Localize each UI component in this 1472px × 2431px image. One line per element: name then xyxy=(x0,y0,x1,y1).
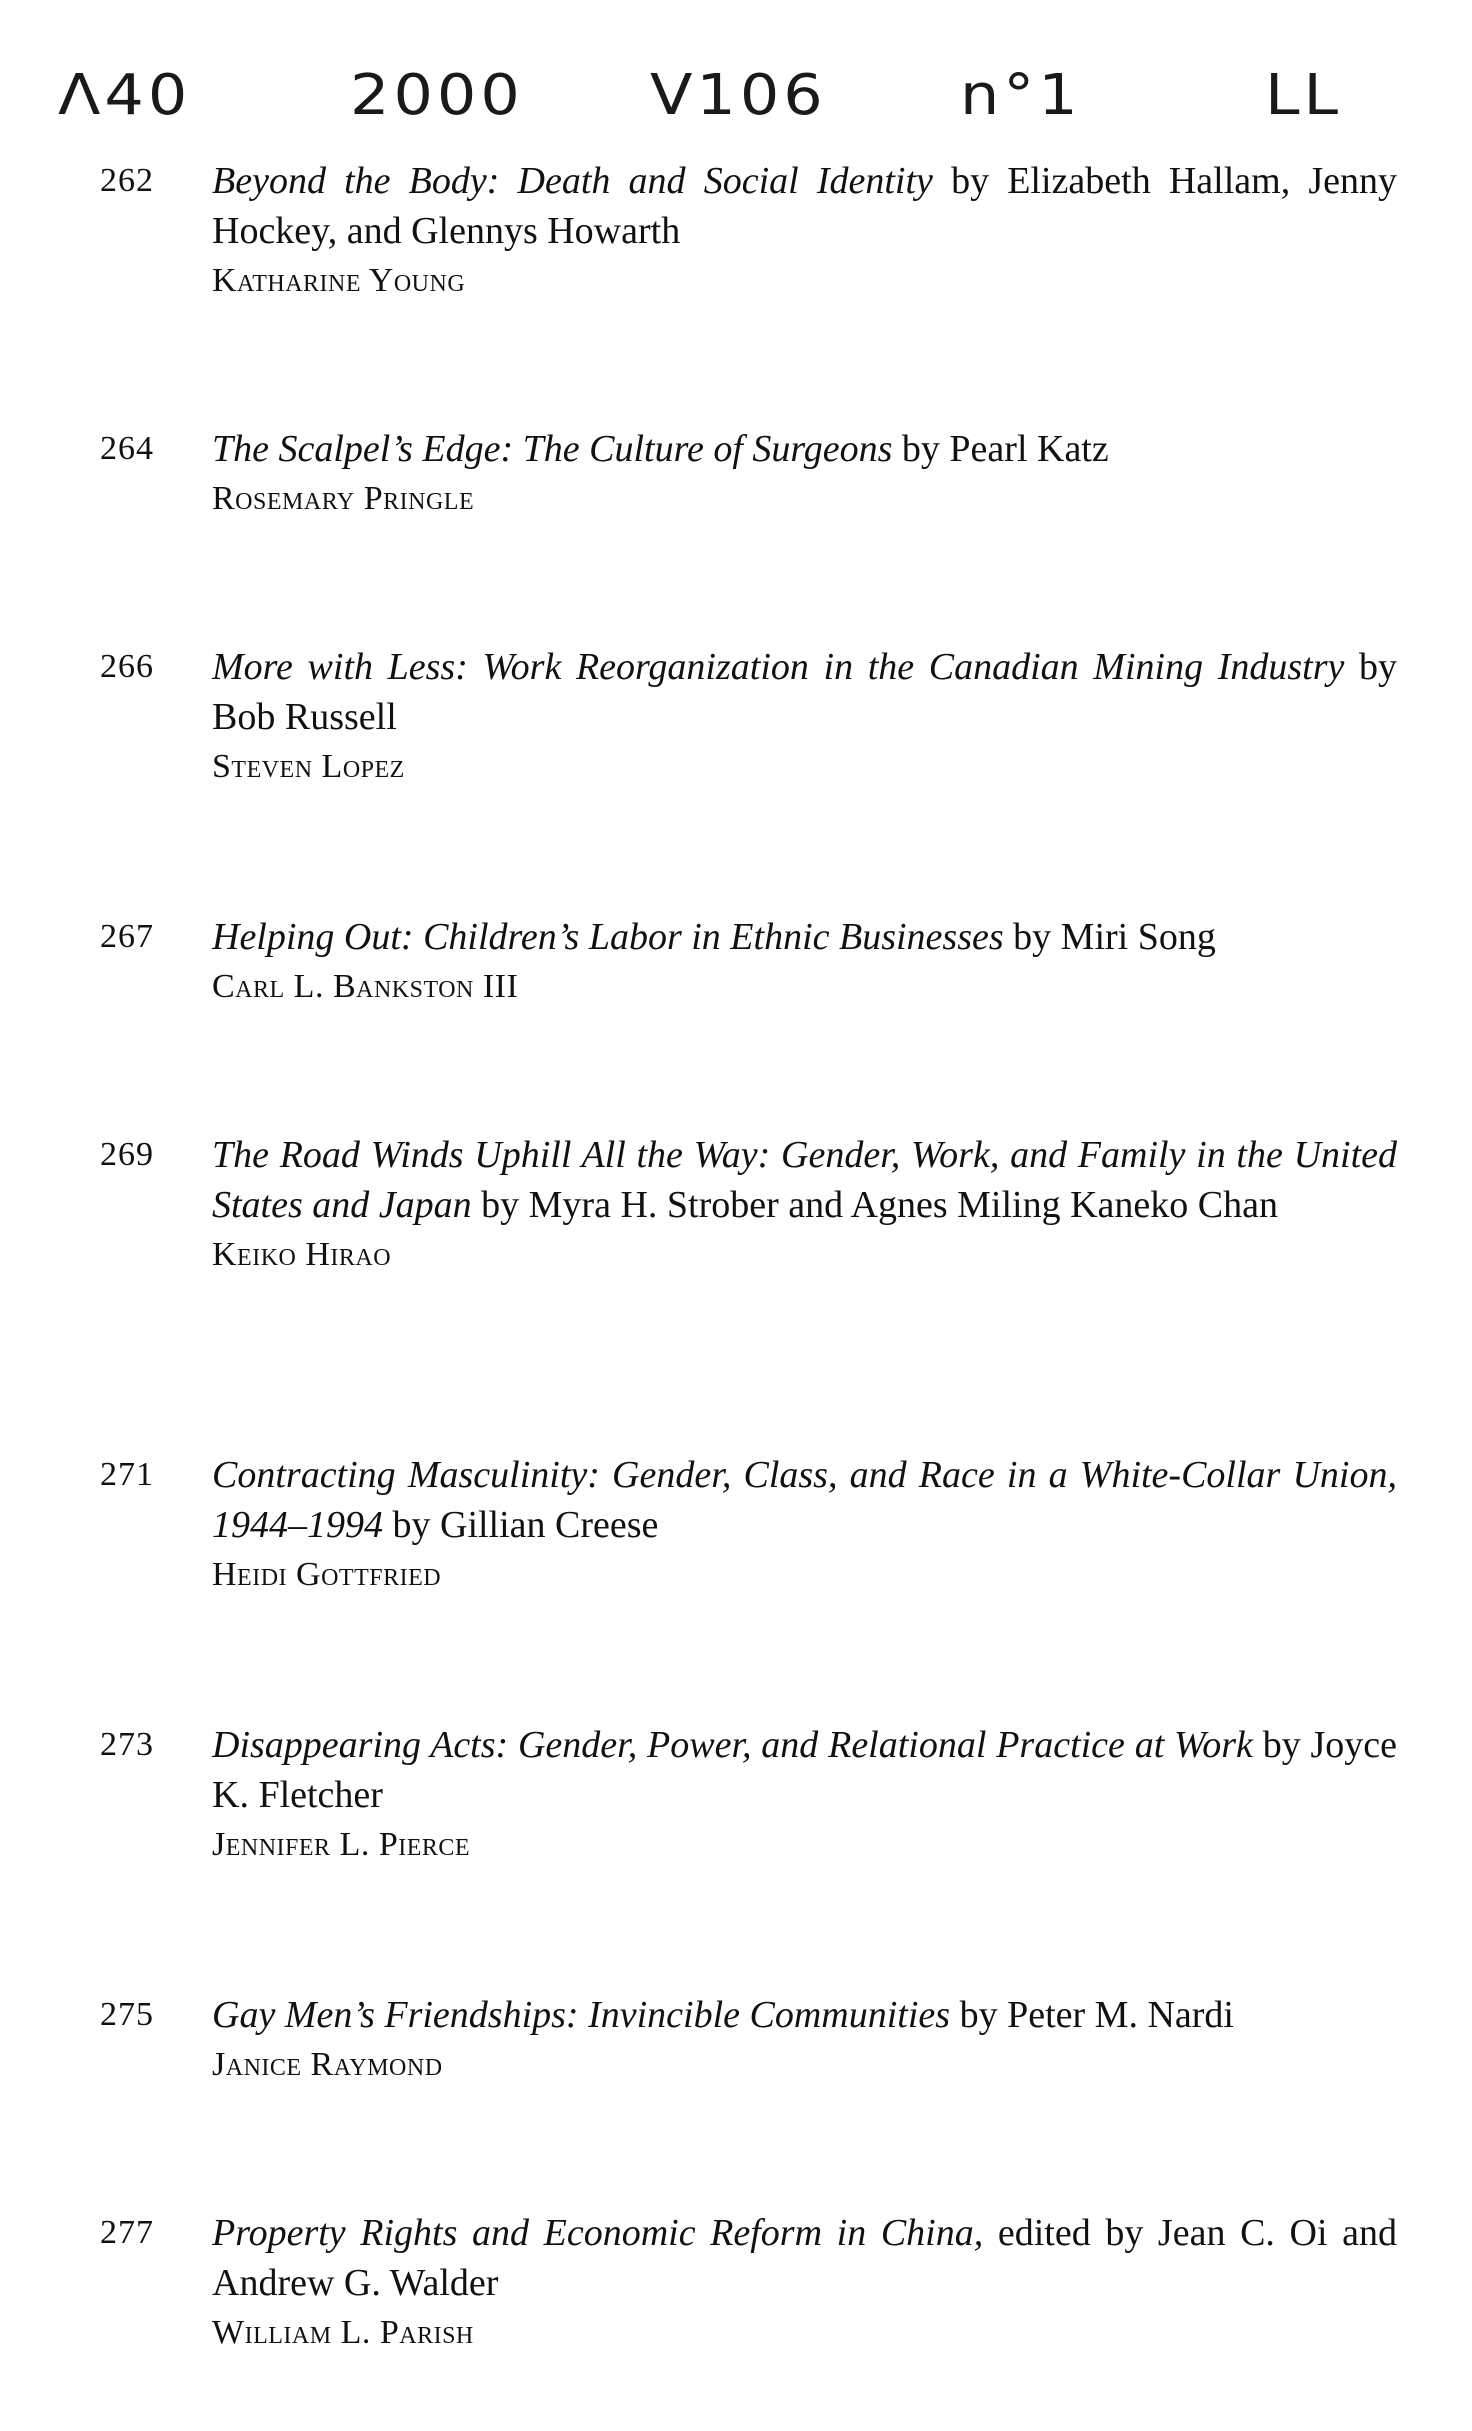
book-authors: by Bob Russell xyxy=(212,646,1397,738)
book-authors: by Pearl Katz xyxy=(901,428,1109,470)
book-title: More with Less: Work Reorganization in the Canadian Mining Industry xyxy=(212,646,1345,688)
handwritten-note-year: 2000 xyxy=(350,61,524,128)
page-number: 273 xyxy=(100,1726,154,1763)
book-authors: by Elizabeth Hallam, Jenny Hockey, and Glennys Howarth xyxy=(212,160,1397,252)
reviewer-name: Heidi Gottfried xyxy=(212,1556,442,1593)
page-number: 275 xyxy=(100,1996,154,2033)
book-title: Disappearing Acts: Gender, Power, and Relational Practice at Work xyxy=(212,1724,1253,1766)
book-title: Helping Out: Children’s Labor in Ethnic Businesses xyxy=(212,916,1004,958)
page-number: 271 xyxy=(100,1456,154,1493)
handwritten-note-initials: LL xyxy=(1265,61,1343,128)
citation xyxy=(212,1450,1397,1550)
reviewer-name: Carl L. Bankston III xyxy=(212,968,519,1005)
citation xyxy=(212,2208,1397,2308)
book-authors: by Joyce K. Fletcher xyxy=(212,1724,1398,1816)
book-title: Gay Men’s Friendships: Invincible Communities xyxy=(212,1994,951,2036)
handwritten-note-volume: V106 xyxy=(650,61,827,128)
reviewer-name: Janice Raymond xyxy=(212,2046,443,2083)
book-authors: by Myra H. Strober and Agnes Miling Kaneko Chan xyxy=(481,1184,1278,1226)
citation xyxy=(212,156,1397,256)
book-title: Beyond the Body: Death and Social Identity xyxy=(212,160,933,202)
citation xyxy=(212,1130,1397,1230)
handwritten-note-issue: n°1 xyxy=(960,61,1082,128)
book-authors: by Miri Song xyxy=(1013,916,1216,958)
page-number: 262 xyxy=(100,162,154,199)
page-number: 266 xyxy=(100,648,154,685)
citation xyxy=(212,1720,1397,1820)
citation xyxy=(212,642,1397,742)
page-number: 267 xyxy=(100,918,154,955)
book-title: Property Rights and Economic Reform in China, xyxy=(212,2212,984,2254)
book-title: The Road Winds Uphill All the Way: Gender, Work, and Family in the United States and Japan xyxy=(212,1134,1397,1226)
reviewer-name: Rosemary Pringle xyxy=(212,480,475,517)
handwritten-annotations xyxy=(0,52,1472,152)
page-number: 277 xyxy=(100,2214,154,2251)
page-number: 269 xyxy=(100,1136,154,1173)
handwritten-note-volume-code: Λ40 xyxy=(58,61,192,128)
citation xyxy=(212,1990,1397,2040)
page-number: 264 xyxy=(100,430,154,467)
book-title: The Scalpel’s Edge: The Culture of Surgeons xyxy=(212,428,893,470)
reviewer-name: Katharine Young xyxy=(212,262,466,299)
book-title: Contracting Masculinity: Gender, Class, and Race in a White-Collar Union, 1944–1994 xyxy=(212,1454,1397,1546)
reviewer-name: Jennifer L. Pierce xyxy=(212,1826,471,1863)
citation xyxy=(212,912,1397,962)
book-authors: by Peter M. Nardi xyxy=(959,1994,1234,2036)
citation xyxy=(212,424,1397,474)
book-authors: by Gillian Creese xyxy=(392,1504,659,1546)
reviewer-name: Steven Lopez xyxy=(212,748,405,785)
book-authors: edited by Jean C. Oi and Andrew G. Walder xyxy=(212,2212,1397,2304)
reviewer-name: William L. Parish xyxy=(212,2314,474,2351)
reviewer-name: Keiko Hirao xyxy=(212,1236,392,1273)
